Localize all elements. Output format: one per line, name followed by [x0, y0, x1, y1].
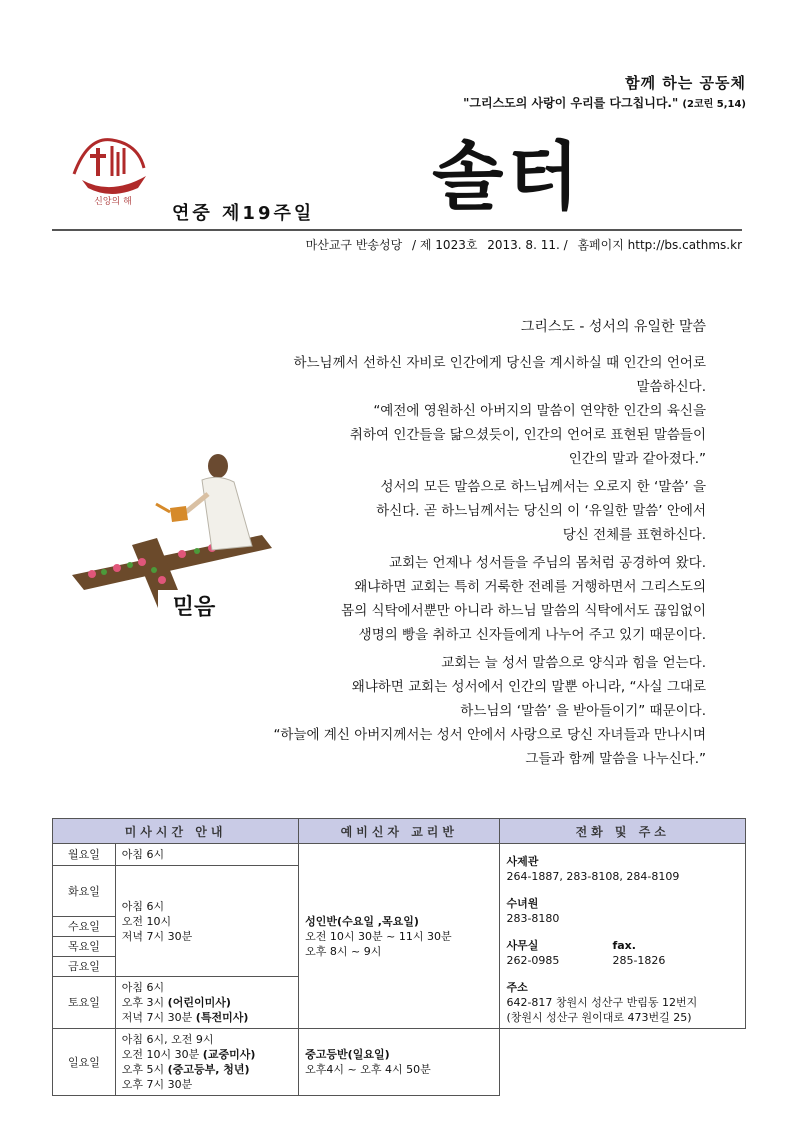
paragraph-2: 성서의 모든 말씀으로 하느님께서는 오로지 한 ‘말씀’ 을 하신다. 곧 하느님께서는 당신의 이 ‘유일한 말씀’ 안에서 당신 전체를 표현하신다.: [376, 479, 706, 543]
community-motto: 함께 하는 공동체: [625, 74, 746, 92]
address-line-1: 642-817 창원시 성산구 반림동 12번지: [506, 996, 698, 1009]
convent-phone: 283-8180: [506, 912, 560, 925]
day-wednesday: 수요일: [53, 917, 116, 937]
catechism-youth: [299, 1029, 500, 1096]
youth-class-title: 중고등반(일요일): [305, 1048, 390, 1061]
paragraph-4: 교회는 늘 성서 말씀으로 양식과 힘을 얻는다. 왜냐하면 교회는 성서에서 인간의 말뿐 아니라, “사실 그대로 하느님의 ‘말씀’ 을 받아들이기” 때문이다. “하늘에 계신 아버지께서는 성서 안에서 사랑으로 당신 자녀들과 만나시며 그들과 함께 말씀을 나누신다.”: [273, 655, 706, 767]
fax-phone: 285-1826: [612, 954, 666, 967]
faith-illustration: [62, 450, 282, 630]
table-row: [53, 844, 746, 866]
address-label: 주소: [506, 981, 528, 994]
contacts-cell: [500, 844, 746, 1029]
bulletin-masthead: 솔터: [432, 134, 583, 220]
youth-class-time: 오후4시 ~ 오후 4시 50분: [305, 1063, 431, 1076]
address-line-2: (창원시 성산구 원이대로 473번길 25): [506, 1011, 692, 1024]
day-saturday: 토요일: [53, 977, 116, 1029]
day-thursday: 목요일: [53, 937, 116, 957]
mass-sunday: 아침 6시, 오전 9시 오전 10시 30분 (교중미사) 오후 5시 (중고등부, 청년) 오후 7시 30분: [115, 1029, 298, 1096]
header-divider: [52, 229, 742, 231]
rectory-label: 사제관: [506, 855, 539, 868]
logo-caption: 신앙의 해: [94, 197, 132, 207]
paragraph-3: 교회는 언제나 성서들을 주님의 몸처럼 공경하여 왔다. 왜냐하면 교회는 특히 거룩한 전례를 거행하면서 그리스도의 몸의 식탁에서뿐만 아니라 하느님 말씀의 식탁에서도 끊임없이 생명의 빵을 취하고 신자들에게 나누어 주고 있기 때문이다.: [341, 555, 706, 643]
catechism-adult: [299, 844, 500, 1029]
mass-monday: 아침 6시: [115, 844, 298, 866]
table-row: [53, 1029, 746, 1096]
day-friday: 금요일: [53, 957, 116, 977]
mass-saturday: 아침 6시 오후 3시 (어린이미사) 저녁 7시 30분 (특전미사): [115, 977, 298, 1029]
verse-reference: (2코린 5,14): [682, 99, 746, 110]
verse-text: "그리스도의 사랑이 우리를 다그칩니다.": [463, 96, 679, 110]
office-phone: 262-0985: [506, 954, 560, 967]
day-tuesday: 화요일: [53, 866, 116, 917]
adult-class-time-1: 오전 10시 30분 ~ 11시 30분: [305, 929, 452, 943]
parish-name: 마산교구 반송성당: [305, 238, 403, 252]
liturgical-sunday: 연중 제19주일: [172, 203, 315, 224]
issue-line: [300, 236, 742, 253]
catechism-header: 예비신자 교리반: [299, 819, 500, 844]
mass-weekday: 아침 6시 오전 10시 저녁 7시 30분: [115, 866, 298, 977]
rectory-phone: 264-1887, 283-8108, 284-8109: [506, 870, 680, 883]
mass-times-header: 미사시간 안내: [53, 819, 299, 844]
day-sunday: 일요일: [53, 1029, 116, 1096]
article-title: 그리스도 - 성서의 유일한 말씀: [520, 319, 706, 335]
contacts-header: 전화 및 주소: [500, 819, 746, 844]
bible-verse: [463, 94, 746, 111]
fax-label: fax.: [612, 939, 636, 952]
issue-number: / 제 1023호: [412, 238, 478, 252]
year-of-faith-logo: [68, 126, 154, 202]
illustration-caption: 믿음: [172, 595, 216, 620]
homepage-link[interactable]: 홈페이지 http://bs.cathms.kr: [577, 238, 742, 252]
office-label: 사무실: [506, 939, 539, 952]
adult-class-time-2: 오후 8시 ~ 9시: [305, 944, 382, 958]
day-monday: 월요일: [53, 844, 116, 866]
table-header-row: [53, 819, 746, 844]
parish-info-table: [52, 818, 746, 1096]
adult-class-title: 성인반(수요일 ,목요일): [305, 914, 419, 928]
convent-label: 수녀원: [506, 897, 539, 910]
paragraph-1: 하느님께서 선하신 자비로 인간에게 당신을 계시하실 때 인간의 언어로 말씀하신다. “예전에 영원하신 아버지의 말씀이 연약한 인간의 육신을 취하여 인간들을 닮으셨듯이, 인간의 언어로 표현된 말씀들이 인간의 말과 같아졌다.”: [293, 355, 706, 467]
issue-date: 2013. 8. 11. /: [487, 238, 568, 252]
